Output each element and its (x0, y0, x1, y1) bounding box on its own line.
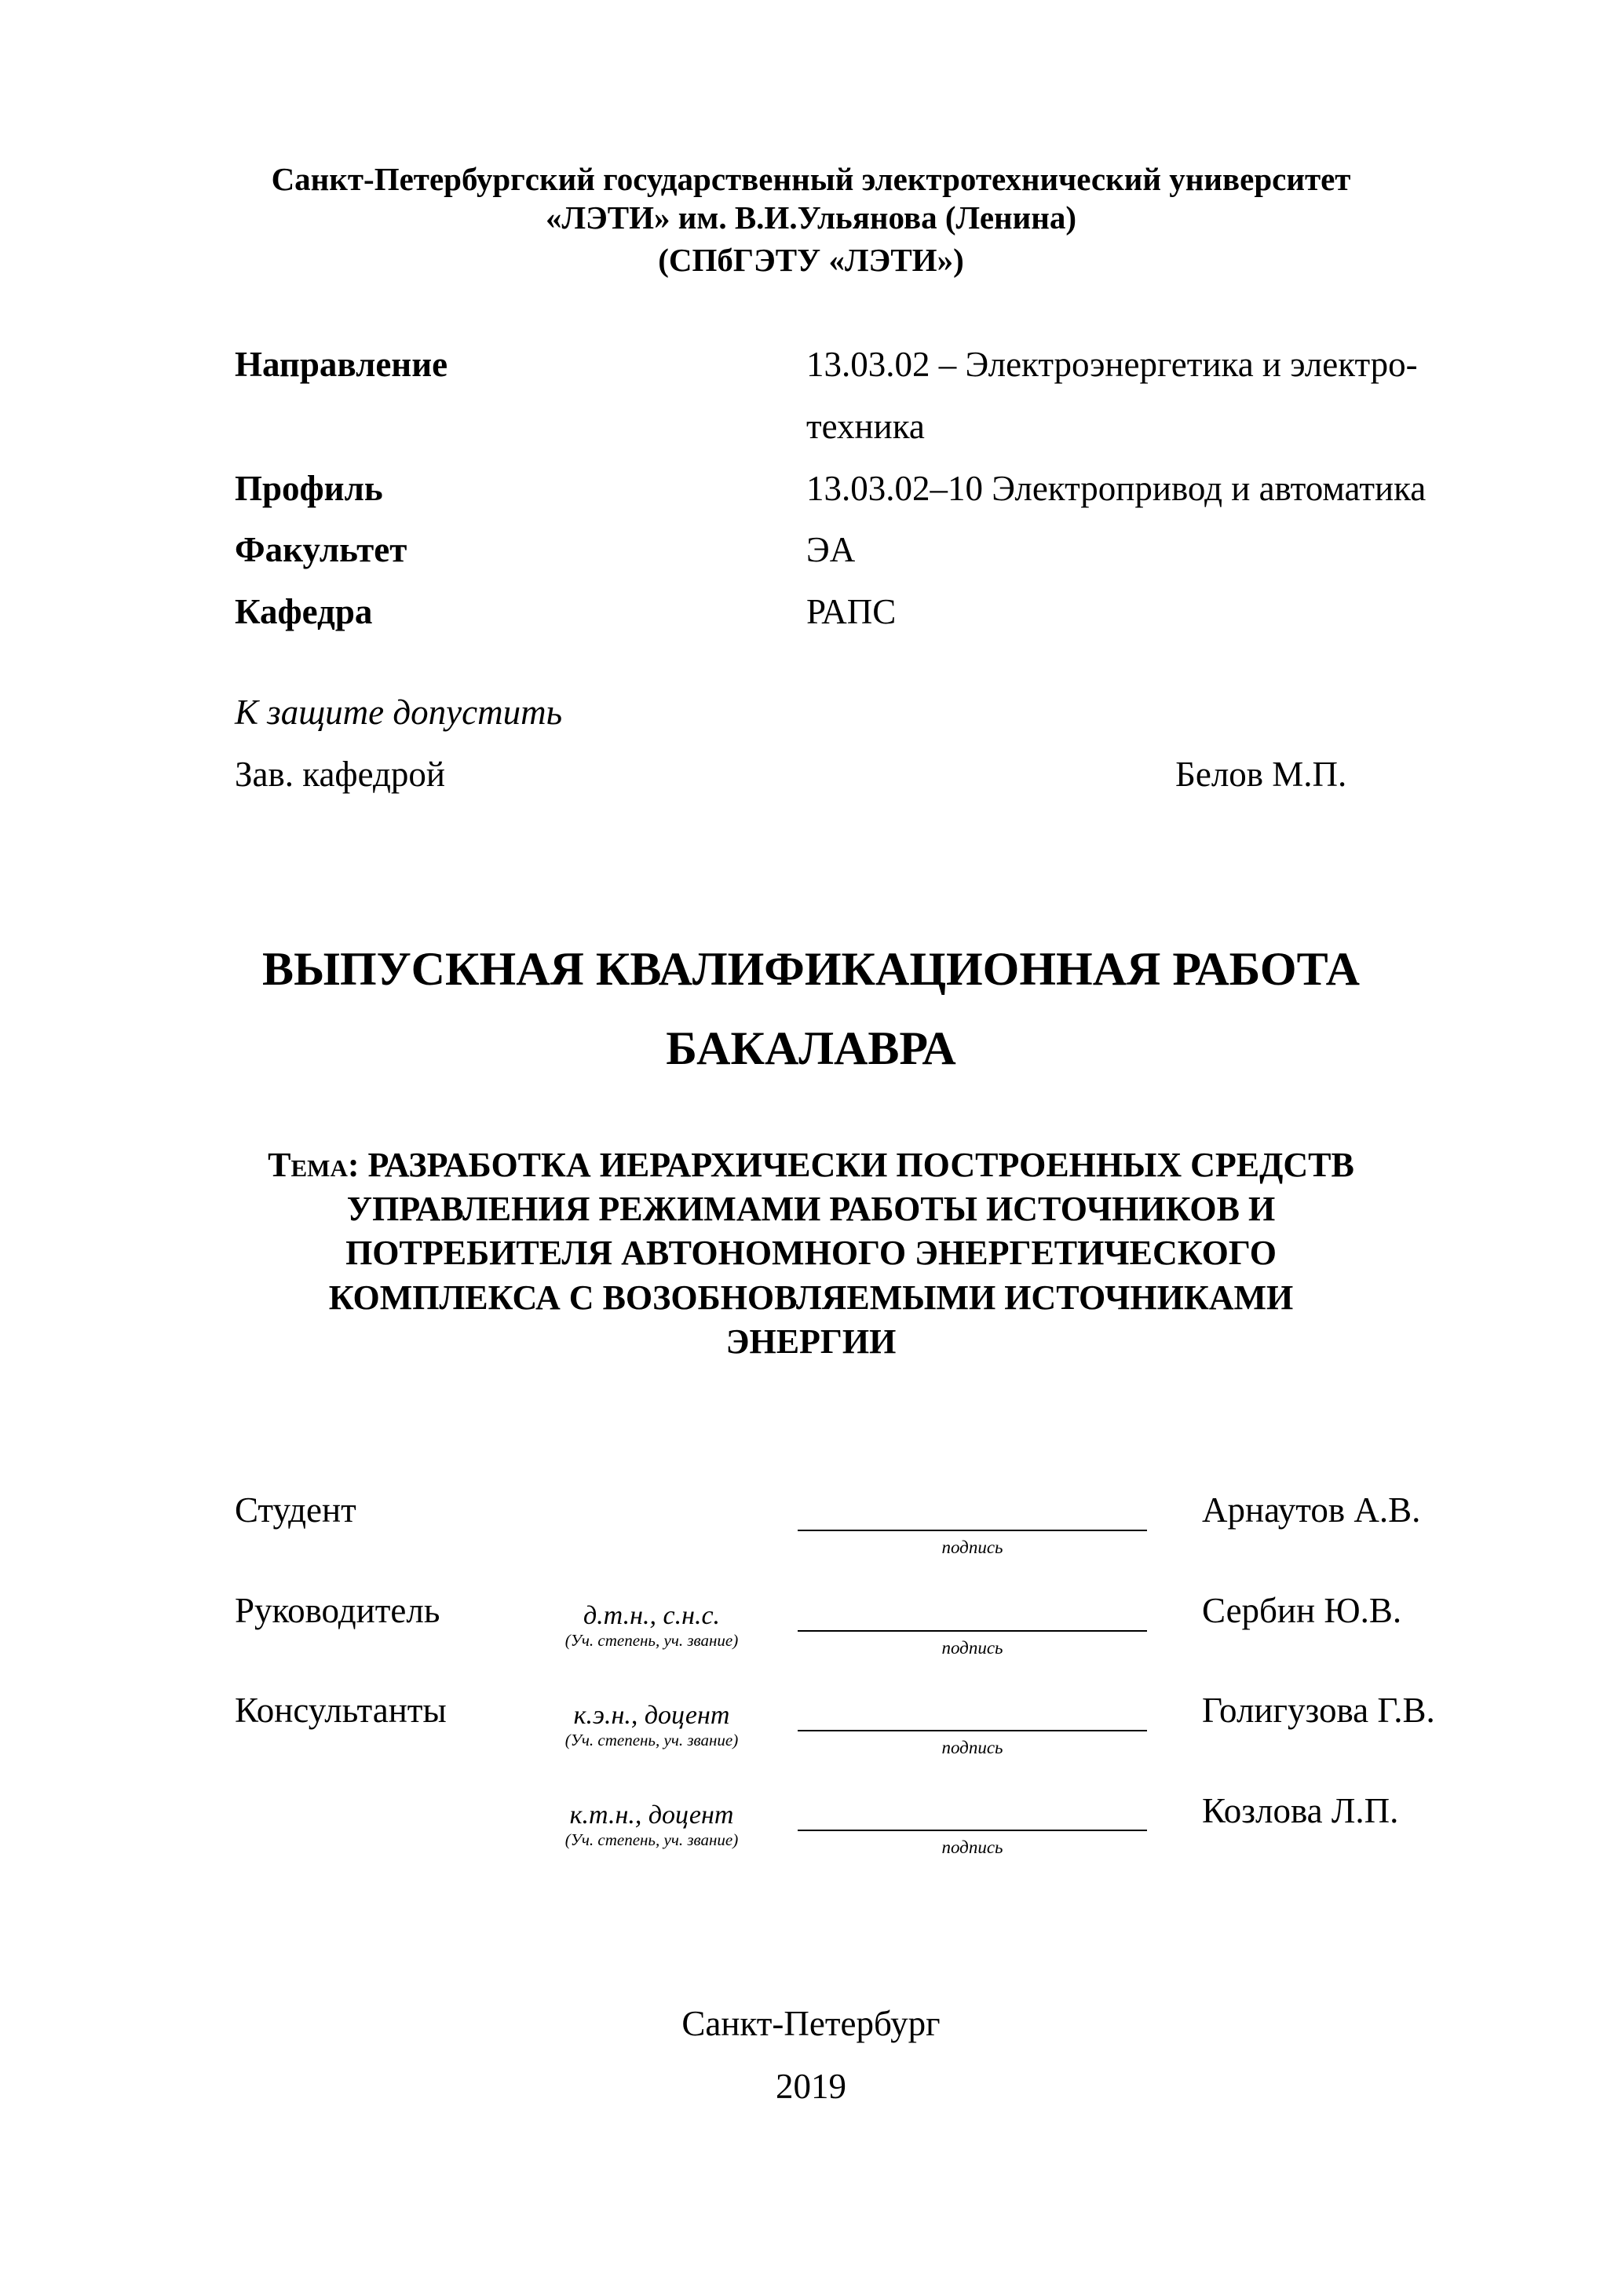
signature-line (798, 1530, 1147, 1531)
topic-prefix: Тема (268, 1146, 348, 1184)
university-name: Санкт-Петербургский государственный электротехнический университет (271, 161, 1351, 197)
topic-line-3: ПОТРЕБИТЕЛЯ АВТОНОМНОГО ЭНЕРГЕТИЧЕСКОГО (345, 1234, 1277, 1272)
degree-caption: (Уч. степень, уч. звание) (564, 1631, 739, 1650)
signature-caption: подпись (941, 1837, 1003, 1857)
title-line-1: ВЫПУСКНАЯ КВАЛИФИКАЦИОННАЯ РАБОТА (262, 943, 1360, 995)
signature-caption: подпись (941, 1638, 1003, 1658)
consultant-name: Голигузова Г.В. (1202, 1691, 1435, 1730)
student-name: Арнаутов А.В. (1202, 1490, 1421, 1530)
supervisor-name: Сербин Ю.В. (1202, 1591, 1402, 1630)
degree-caption: (Уч. степень, уч. звание) (564, 1830, 739, 1849)
consultant-degree: к.т.н., доцент (569, 1801, 734, 1830)
signature-line (798, 1830, 1147, 1831)
university-abbr: (СПбГЭТУ «ЛЭТИ») (658, 242, 964, 278)
faculty-label: Факультет (235, 530, 407, 569)
signature-caption: подпись (941, 1738, 1003, 1757)
admit-text: К защите допустить (235, 693, 563, 732)
topic-line-4: КОМПЛЕКСА С ВОЗОБНОВЛЯЕМЫМИ ИСТОЧНИКАМИ (328, 1278, 1294, 1317)
year: 2019 (776, 2067, 846, 2106)
profile-label: Профиль (235, 469, 383, 508)
department-label: Кафедра (235, 592, 373, 631)
title-line-2: БАКАЛАВРА (666, 1022, 956, 1074)
department-value: РАПС (806, 592, 897, 631)
role-student: Студент (235, 1490, 356, 1530)
signature-line (798, 1730, 1147, 1731)
topic-line-1: Тема: РАЗРАБОТКА ИЕРАРХИЧЕСКИ ПОСТРОЕННЫХ СРЕДСТВ (268, 1146, 1354, 1184)
signature-line (798, 1630, 1147, 1632)
degree-caption: (Уч. степень, уч. звание) (564, 1731, 739, 1749)
head-name: Белов М.П. (1175, 755, 1347, 794)
head-label: Зав. кафедрой (235, 755, 445, 794)
supervisor-degree: д.т.н., с.н.с. (583, 1601, 721, 1630)
consultant-degree: к.э.н., доцент (573, 1701, 730, 1730)
consultant-name: Козлова Л.П. (1202, 1791, 1399, 1830)
signature-caption: подпись (941, 1537, 1003, 1557)
direction-value-cont: техника (806, 407, 925, 446)
profile-value: 13.03.02–10 Электропривод и автоматика (806, 469, 1427, 508)
role-supervisor: Руководитель (235, 1591, 440, 1630)
role-consultants: Консультанты (235, 1691, 447, 1730)
topic-line-5: ЭНЕРГИИ (725, 1322, 897, 1361)
direction-value: 13.03.02 – Электроэнергетика и электро- (806, 345, 1418, 384)
city: Санкт-Петербург (681, 2004, 941, 2043)
direction-label: Направление (235, 345, 448, 384)
university-name-short: «ЛЭТИ» им. В.И.Ульянова (Ленина) (545, 199, 1077, 236)
topic-line-2: УПРАВЛЕНИЯ РЕЖИМАМИ РАБОТЫ ИСТОЧНИКОВ И (346, 1190, 1276, 1228)
faculty-value: ЭА (806, 530, 856, 569)
